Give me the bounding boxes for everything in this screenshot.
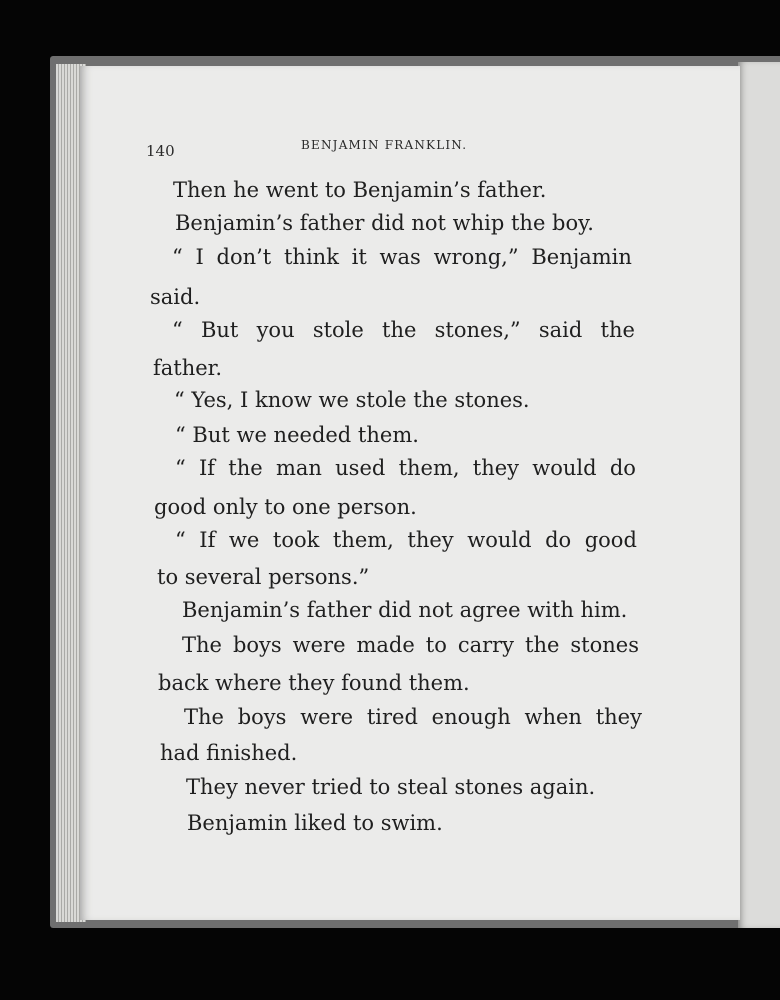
text-line: Benjamin liked to swim.: [187, 811, 443, 835]
word: “: [172, 245, 183, 269]
word: “: [175, 456, 186, 480]
word: said: [538, 318, 583, 342]
word: wrong,”: [433, 245, 519, 269]
text-line: Then he went to Benjamin’s father.: [173, 178, 547, 202]
text-line: Benjamin’s father did not agree with him.: [182, 598, 628, 622]
text-line: [172, 320, 635, 341]
word: do: [609, 456, 636, 480]
word: But: [200, 318, 239, 342]
word: it: [351, 245, 367, 269]
text-line: good only to one person.: [154, 495, 417, 519]
running-head: BENJAMIN FRANKLIN.: [301, 138, 468, 152]
text-line: back where they found them.: [158, 671, 470, 695]
word: “: [172, 318, 183, 342]
page-number: 140: [146, 142, 175, 160]
word: would: [532, 456, 597, 480]
word: used: [335, 456, 386, 480]
word: do: [545, 528, 572, 552]
word: they: [472, 456, 520, 480]
word: The: [184, 705, 224, 729]
word: If: [199, 528, 216, 552]
word: when: [524, 705, 582, 729]
text-line: [175, 458, 636, 479]
word: carry: [457, 633, 515, 657]
text-line: father.: [153, 356, 223, 380]
word: the: [600, 318, 635, 342]
word: If: [198, 456, 216, 480]
word: The: [182, 633, 222, 657]
text-line: [175, 530, 637, 551]
text-line: “ Yes, I know we stole the stones.: [174, 388, 530, 412]
text-line: to several persons.”: [157, 565, 370, 589]
word: stones: [570, 633, 639, 657]
word: would: [467, 528, 532, 552]
text-line: Benjamin’s father did not whip the boy.: [175, 211, 594, 235]
word: Benjamin: [531, 245, 632, 269]
word: you: [256, 318, 295, 342]
text-line: said.: [150, 285, 201, 309]
word: stones,”: [434, 318, 521, 342]
word: was: [379, 245, 421, 269]
word: don’t: [216, 245, 272, 269]
word: man: [275, 456, 322, 480]
text-line: [184, 707, 642, 728]
word: tired: [366, 705, 418, 729]
word: good: [584, 528, 637, 552]
word: boys: [237, 705, 287, 729]
word: stole: [312, 318, 364, 342]
text-line: had finished.: [160, 741, 298, 765]
word: the: [525, 633, 560, 657]
word: the: [228, 456, 263, 480]
word: boys: [232, 633, 282, 657]
text-line: They never tried to steal stones again.: [186, 775, 596, 799]
word: enough: [431, 705, 511, 729]
word: them,: [332, 528, 394, 552]
word: I: [195, 245, 204, 269]
word: we: [228, 528, 260, 552]
word: were: [300, 705, 354, 729]
word: took: [272, 528, 320, 552]
word: “: [175, 528, 186, 552]
word: they: [407, 528, 454, 552]
text-line: “ But we needed them.: [175, 423, 419, 447]
word: them,: [398, 456, 460, 480]
word: the: [382, 318, 417, 342]
text-line: [172, 247, 632, 268]
word: they: [595, 705, 642, 729]
word: think: [283, 245, 339, 269]
word: made: [356, 633, 415, 657]
word: were: [292, 633, 346, 657]
word: to: [425, 633, 447, 657]
text-line: [182, 635, 639, 656]
